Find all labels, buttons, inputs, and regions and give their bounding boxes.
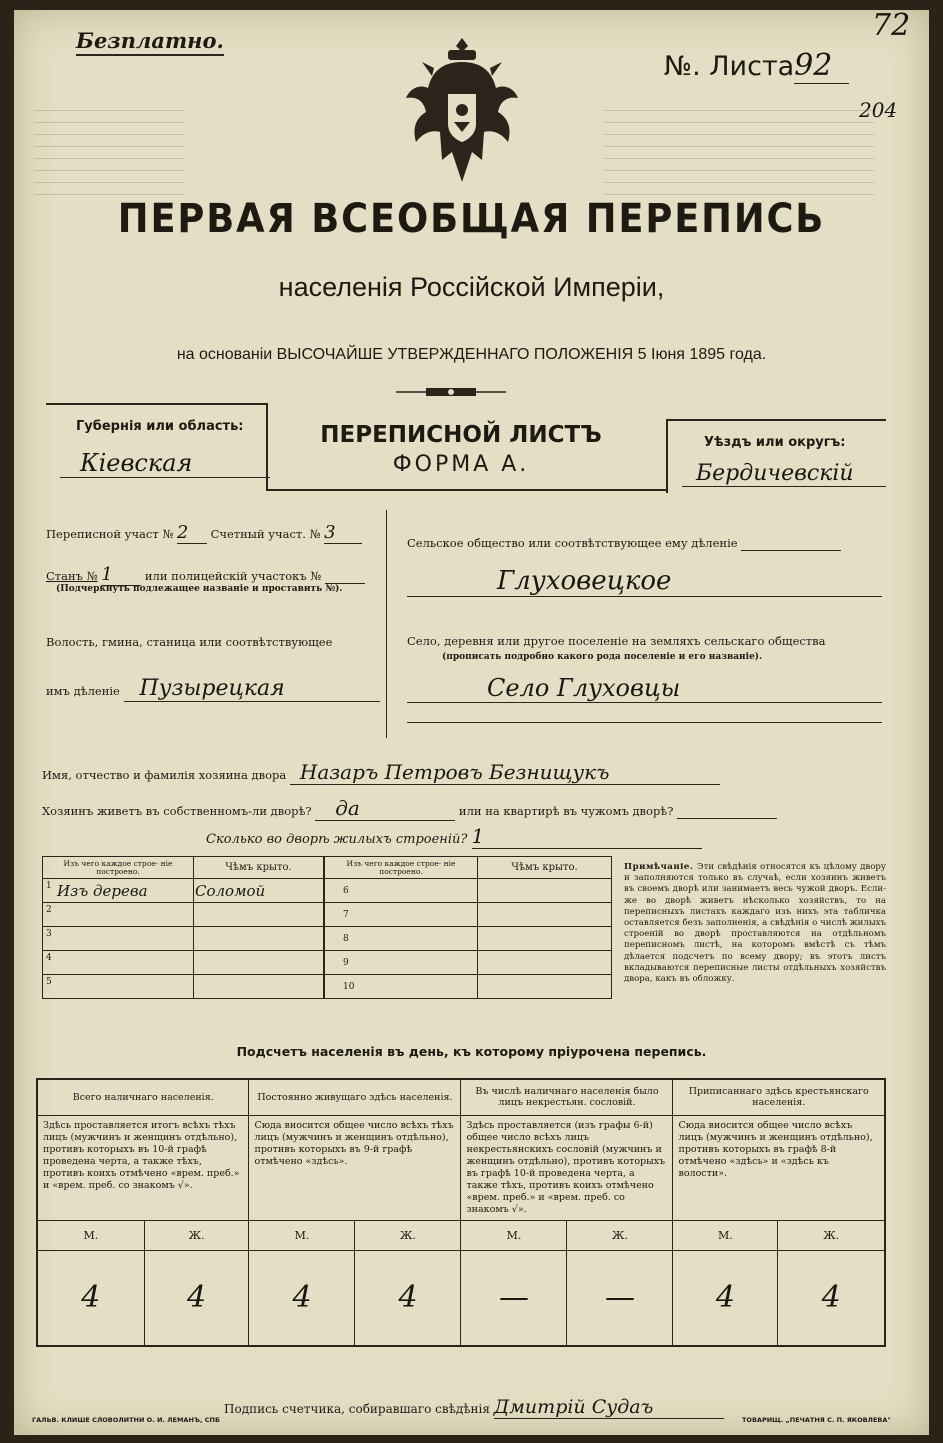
male-count: 4 [37,1250,144,1346]
owner-name-label: Имя, отчество и фамилія хозяина двора [42,768,287,782]
signature-value: Дмитрій Судаъ [494,1396,724,1419]
building-roof [194,951,324,975]
female-count: — [567,1250,673,1346]
population-col-desc: Сюда вносится общее число всѣхъ лицъ (мужчинъ и женщинъ отдѣльно), противъ которыхъ въ графѣ 8-й отмѣчено «здѣсь» и «здѣсь къ волости». [673,1115,885,1220]
building-material-cell [43,903,194,927]
male-count: 4 [673,1250,778,1346]
village-extra-line [407,722,882,723]
buildings-table-left [42,856,324,999]
building-material: Изъ дерева [57,881,148,900]
volost-label: Волость, гмина, станица или соотвѣтствующее [46,635,333,649]
society-value: Глуховецкое [407,566,882,597]
building-row-number: 7 [325,903,478,927]
population-col-title: Приписаннаго здѣсь крестьянскаго населенія. [673,1079,885,1115]
document-subtitle: населенія Россійской Имперіи, [278,272,665,302]
population-col-title: Всего наличнаго населенія. [37,1079,249,1115]
population-col-title: Въ числѣ наличнаго населенія было лицъ некрестьян. сословій. [461,1079,673,1115]
note-text: Эти свѣдѣнія относятся къ цѣлому двору и заполняются только въ случаѣ, если хозяинъ живетъ въ своемъ дворѣ или занимаетъ весь чужой дворъ. Если-же во дворѣ живетъ нѣсколько хозяйствъ, то на переписныхъ листахъ каждаго изъ нихъ эта табличка оставляется безъ заполненія, а свѣдѣнія о числѣ жилыхъ строеній во дворѣ проставляются на отдѣльномъ переписномъ листѣ, на которомъ вмѣстѣ съ тѣмъ дѣлается подсчетъ по всему двору; въ этотъ листъ вкладываются переписные листы отдѣльныхъ хозяйствъ двора, какъ въ обложку. [624,862,886,985]
col-roof-header: Чѣмъ крыто. [194,857,324,879]
building-material-cell [43,951,194,975]
female-count: 4 [355,1250,461,1346]
male-count: 4 [249,1250,355,1346]
form-header-rule [266,489,668,491]
building-row [325,927,612,951]
count-area-label: Счетный участ. № [210,527,321,541]
building-row [43,927,324,951]
ornament-divider [396,386,506,398]
gubernia-label: Губернія или область: [76,419,244,434]
building-row-number: 4 [46,953,52,963]
male-label: М. [249,1220,355,1250]
corner-note-2: 204 [859,98,898,122]
count-area-value: 3 [324,522,362,544]
owner-lives-value: да [315,796,455,821]
form-title-line2: ФОРМА А. [392,452,530,477]
building-row [325,879,612,903]
buildings-label: Сколько во дворѣ жилыхъ строеній? [206,832,468,847]
gubernia-value: Кіевская [60,449,270,478]
double-headed-eagle-emblem [402,32,522,192]
sheet-number-value: 92 [794,48,849,84]
gubernia-box [46,403,268,491]
owner-lives-label: Хозяинъ живетъ въ собственномъ-ли дворѣ? [42,804,312,818]
building-row [325,975,612,999]
building-roof: Соломой [194,879,324,903]
document-title: ПЕРВАЯ ВСЕОБЩАЯ ПЕРЕПИСЬ [117,196,826,242]
building-roof [194,927,324,951]
sheet-number [664,48,849,84]
corner-note: 72 [872,8,911,43]
building-roof [194,975,324,999]
owner-apartment-label: или на квартирѣ въ чужомъ дворѣ? [458,804,674,818]
stan-note: (Подчеркнуть подлежащее названіе и проставить №). [56,584,343,594]
building-row-number: 1 [46,881,52,891]
female-label: Ж. [778,1220,885,1250]
building-row-number: 8 [325,927,478,951]
sheet-number-label: №. Листа [664,51,795,82]
building-material-cell [43,975,194,999]
stan-line [46,564,386,586]
population-heading: Подсчетъ населенія въ день, къ которому пріурочена перепись. [236,1044,707,1059]
owner-name-value: Назаръ Петровъ Безнищукъ [290,760,720,785]
village-note: (прописать подробно какого рода поселеніе и его названіе). [442,652,763,662]
population-col-desc: Сюда вносится общее число всѣхъ тѣхъ лицъ (мужчинъ и женщинъ отдѣльно), противъ которыхъ въ 9-й графѣ отмѣчено «здѣсь». [249,1115,461,1220]
census-form-sheet [14,10,929,1435]
village-label: Село, деревня или другое поселеніе на земляхъ сельскаго общества [407,634,826,648]
col-material-header: Изъ чего каждое строе- ніе построено. [43,857,194,879]
male-label: М. [37,1220,144,1250]
buildings-value: 1 [472,824,702,849]
population-col-title: Постоянно живущаго здѣсь населенія. [249,1079,461,1115]
building-material-cell [43,879,194,903]
female-label: Ж. [144,1220,249,1250]
population-table [36,1078,886,1347]
building-row [43,975,324,999]
society-label: Сельское общество или соотвѣтствующее ему дѣленіе [407,536,738,550]
population-row [37,1250,885,1346]
signature-label: Подпись счетчика, собиравшаго свѣдѣнія [224,1402,490,1416]
population-col-desc: Здѣсь проставляется (изъ графы 6-й) общее число всѣхъ лицъ некрестьянскихъ сословій (мужчинъ и женщинъ отдѣльно), противъ которыхъ въ графѣ 10-й проведена черта, а также тѣхъ, противъ коихъ отмѣчено «врем. преб.» и «врем. преб. со знакомъ √». [461,1115,673,1220]
census-area-value: 2 [177,522,207,544]
uezd-label: Уѣздъ или округъ: [704,435,846,450]
stan-value: 1 [101,564,141,586]
col-material-header-2: Изъ чего каждое строе- ніе построено. [325,857,478,879]
male-label: М. [673,1220,778,1250]
building-row [325,951,612,975]
police-label: или полицейскій участокъ № [144,569,322,583]
building-row-number: 3 [46,929,52,939]
stan-label: Станъ № [46,569,98,583]
building-roof [194,903,324,927]
col-roof-header-2: Чѣмъ крыто. [478,857,612,879]
note-block [624,862,886,985]
building-row [43,903,324,927]
form-title-line1: ПЕРЕПИСНОЙ ЛИСТЪ [320,422,602,448]
buildings-line [206,824,702,849]
population-row [37,1115,885,1220]
block-divider [386,510,387,738]
printer-right: ТОВАРИЩ. „ПЕЧАТНЯ С. П. ЯКОВЛЕВА" [742,1416,891,1424]
male-count: — [461,1250,567,1346]
signature-line [224,1396,724,1419]
bleed-through-right [604,105,874,195]
building-row-number: 5 [46,977,52,987]
police-blank [325,569,365,584]
female-count: 4 [778,1250,885,1346]
volost-line [46,676,380,702]
population-row [37,1220,885,1250]
census-area-line [46,522,386,544]
free-label: Безплатно. [76,28,224,56]
population-row [37,1079,885,1115]
uezd-box [666,419,886,493]
building-row-number: 10 [325,975,478,999]
building-material-cell [43,927,194,951]
volost-label-2: имъ дѣленіе [46,684,120,698]
village-value: Село Глуховцы [407,674,882,703]
female-label: Ж. [355,1220,461,1250]
building-row-number: 9 [325,951,478,975]
building-row-number: 2 [46,905,52,915]
building-row [325,903,612,927]
volost-value: Пузырецкая [124,676,380,702]
female-label: Ж. [567,1220,673,1250]
note-head: Примѣчаніе. [624,862,694,872]
document-basis: на основаніи ВЫСОЧАЙШЕ УТВЕРЖДЕННАГО ПОЛОЖЕНІЯ 5 Іюня 1895 года. [176,346,767,363]
bleed-through-left [34,105,184,195]
form-title [266,422,656,477]
owner-lives-line [42,796,777,821]
female-count: 4 [144,1250,249,1346]
society-line [407,536,887,551]
building-row [43,879,324,903]
population-col-desc: Здѣсь проставляется итогъ всѣхъ тѣхъ лицъ (мужчинъ и женщинъ отдѣльно), противъ которыхъ въ 10-й графѣ проведена черта, а также тѣхъ, противъ коихъ отмѣчено «врем. преб.» и «врем. преб. со знакомъ √». [37,1115,249,1220]
buildings-table-right [324,856,612,999]
male-label: М. [461,1220,567,1250]
building-row-number: 6 [325,879,478,903]
uezd-value: Бердичевскій [682,461,886,487]
owner-name-line [42,760,720,785]
census-area-label: Переписной участ № [46,527,174,541]
building-row [43,951,324,975]
printer-left: ГАЛЬВ. КЛИШЕ СЛОВОЛИТНИ О. И. ЛЕМАНЪ, СПБ [32,1416,220,1424]
